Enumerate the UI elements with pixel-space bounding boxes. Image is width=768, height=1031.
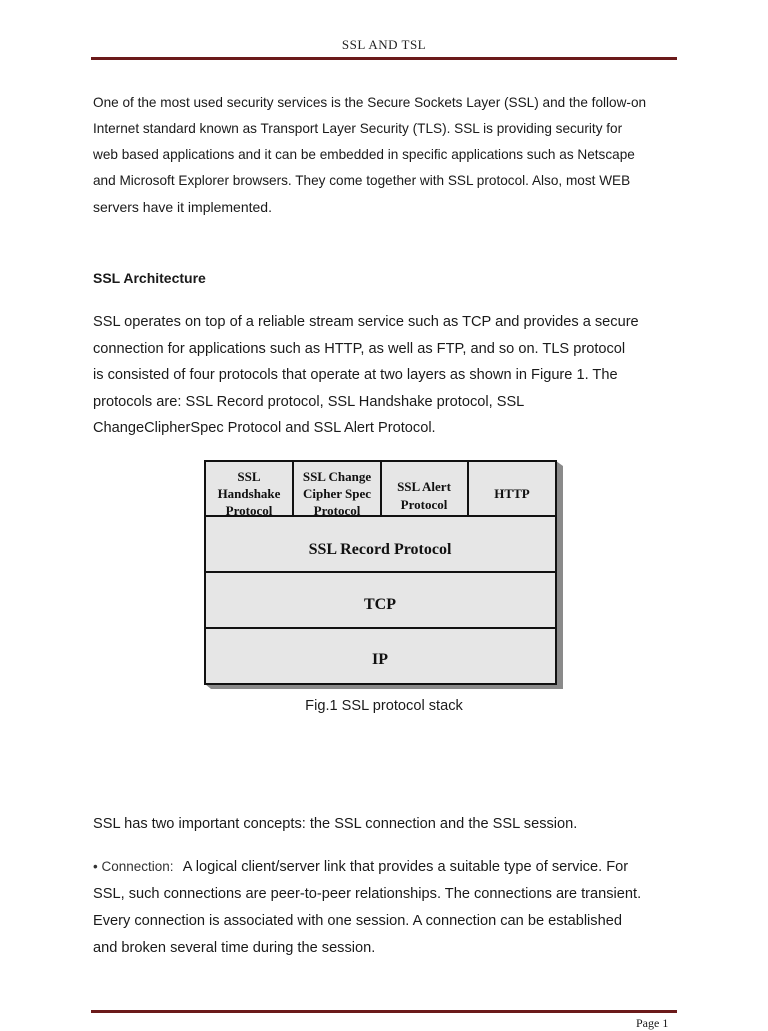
- intro-paragraph: [93, 90, 693, 220]
- change-cipher-line-1: SSL Change: [302, 469, 372, 484]
- page-number: Page 1: [636, 1016, 669, 1030]
- footer-rule: [91, 1010, 677, 1013]
- connection-text: A logical client/server link that provides a suitable type of service. For: [182, 859, 629, 875]
- change-cipher-line-3: Protocol: [313, 503, 361, 518]
- intro-line: and Microsoft Explorer browsers. They come together with SSL protocol. Also, most WEB: [93, 173, 631, 188]
- connection-paragraph: [93, 853, 693, 962]
- connection-line: SSL, such connections are peer-to-peer relationships. The connections are transient.: [93, 886, 642, 902]
- section-heading: SSL Architecture: [93, 270, 206, 286]
- architecture-paragraph: [93, 309, 693, 442]
- ip-label: IP: [372, 651, 388, 668]
- handshake-line-1: SSL: [237, 469, 261, 484]
- tcp-label: TCP: [364, 596, 396, 613]
- connection-term: • Connection:: [93, 859, 174, 874]
- intro-line: Internet standard known as Transport Layer Security (TLS). SSL is providing security for: [93, 121, 623, 136]
- architecture-line: SSL operates on top of a reliable stream service such as TCP and provides a secure: [93, 314, 639, 330]
- intro-line: web based applications and it can be embedded in specific applications such as Netscape: [93, 147, 635, 162]
- architecture-line: connection for applications such as HTTP, as well as FTP, and so on. TLS protocol: [93, 340, 626, 357]
- handshake-line-3: Protocol: [225, 503, 273, 518]
- protocol-stack-diagram: [204, 460, 564, 689]
- figure-caption: Fig.1 SSL protocol stack: [305, 698, 463, 714]
- connection-line: and broken several time during the session.: [93, 940, 376, 956]
- connection-line: Every connection is associated with one session. A connection can be established: [93, 913, 622, 929]
- intro-line: One of the most used security services is the Secure Sockets Layer (SSL) and the follow-on: [93, 95, 647, 110]
- concepts-intro: SSL has two important concepts: the SSL connection and the SSL session.: [93, 816, 578, 832]
- header-rule: [91, 57, 677, 60]
- http-label: HTTP: [494, 486, 530, 501]
- running-header: SSL AND TSL: [341, 37, 427, 52]
- architecture-line: is consisted of four protocols that operate at two layers as shown in Figure 1. The: [93, 367, 618, 383]
- record-label: SSL Record Protocol: [308, 541, 452, 558]
- alert-line-2: Protocol: [400, 497, 448, 512]
- handshake-line-2: Handshake: [217, 486, 281, 501]
- architecture-line: ChangeClipherSpec Protocol and SSL Alert Protocol.: [93, 420, 436, 436]
- intro-line: servers have it implemented.: [93, 199, 272, 215]
- change-cipher-line-2: Cipher Spec: [302, 486, 372, 501]
- architecture-line: protocols are: SSL Record protocol, SSL Handshake protocol, SSL: [93, 393, 525, 410]
- connection-line: [93, 853, 693, 881]
- alert-line-1: SSL Alert: [397, 479, 451, 494]
